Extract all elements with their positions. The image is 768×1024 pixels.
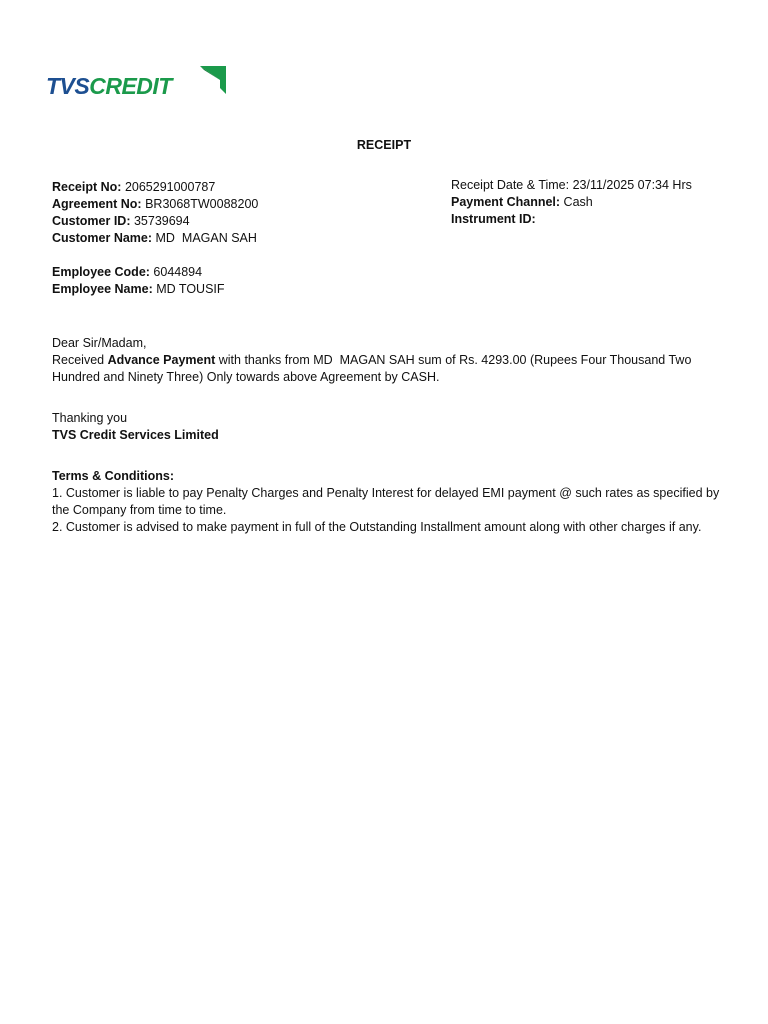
customer-name-row: [52, 230, 258, 247]
tvs-credit-logo: [46, 66, 228, 100]
agreement-no-label: Agreement No:: [52, 197, 142, 211]
employee-code-label: Employee Code:: [52, 265, 150, 279]
logo-credit-text: CREDIT: [89, 73, 172, 99]
receipt-details-right: [451, 177, 692, 228]
employee-code-value: 6044894: [153, 265, 203, 279]
company-name-bold: TVS Credit Services Limited: [52, 428, 219, 442]
customer-name-label: Customer Name:: [52, 231, 153, 245]
employee-name-label: Employee Name:: [52, 282, 153, 296]
logo-wordmark: [46, 74, 172, 98]
payment-statement-post: with thanks from MD MAGAN SAH sum of Rs. 4293.00 (Rupees Four Thousand Two Hundred and Ninety Three) Only towards above Agreement by CASH.: [52, 353, 695, 384]
logo-flag-icon: [198, 66, 226, 94]
instrument-id-label: Instrument ID:: [451, 212, 536, 226]
payment-channel-label: Payment Channel:: [451, 195, 561, 209]
payment-type: Advance Payment: [107, 353, 216, 367]
instrument-id-row: [451, 211, 692, 228]
customer-id-value: 35739694: [133, 214, 190, 228]
agreement-no-row: [52, 196, 258, 213]
payment-channel-value: Cash: [563, 195, 593, 209]
terms-title: [52, 468, 722, 485]
customer-id-label: Customer ID:: [52, 214, 131, 228]
receipt-no-row: [52, 179, 258, 196]
term-1: 1. Customer is liable to pay Penalty Charges and Penalty Interest for delayed EMI payment @ such rates as specified by the Company from time to time.: [52, 486, 720, 517]
logo-tvs-text: TVS: [46, 73, 90, 99]
employee-name-row: [52, 281, 258, 298]
receipt-no-label: Receipt No:: [52, 180, 122, 194]
thanking-text: Thanking you: [52, 411, 128, 425]
term-2: 2. Customer is advised to make payment in full of the Outstanding Installment amount along with other charges if any.: [52, 520, 702, 534]
terms-title-bold: Terms & Conditions:: [52, 469, 174, 483]
customer-id-row: [52, 213, 258, 230]
agreement-no-value: BR3068TW0088200: [145, 197, 259, 211]
employee-code-row: [52, 264, 258, 281]
salutation: Dear Sir/Madam,: [52, 336, 147, 350]
payment-statement-pre: Received: [52, 353, 108, 367]
company-name: [52, 427, 722, 444]
receipt-details-left: [52, 179, 258, 298]
payment-statement: [52, 352, 722, 386]
receipt-date-row: Receipt Date & Time: 23/11/2025 07:34 Hrs: [451, 178, 692, 192]
receipt-letter: [52, 335, 722, 536]
customer-name-value: MD MAGAN SAH: [155, 231, 257, 245]
employee-name-value: MD TOUSIF: [156, 282, 225, 296]
payment-channel-row: [451, 194, 692, 211]
receipt-no-value: 2065291000787: [124, 180, 216, 194]
receipt-title: RECEIPT: [356, 138, 412, 152]
